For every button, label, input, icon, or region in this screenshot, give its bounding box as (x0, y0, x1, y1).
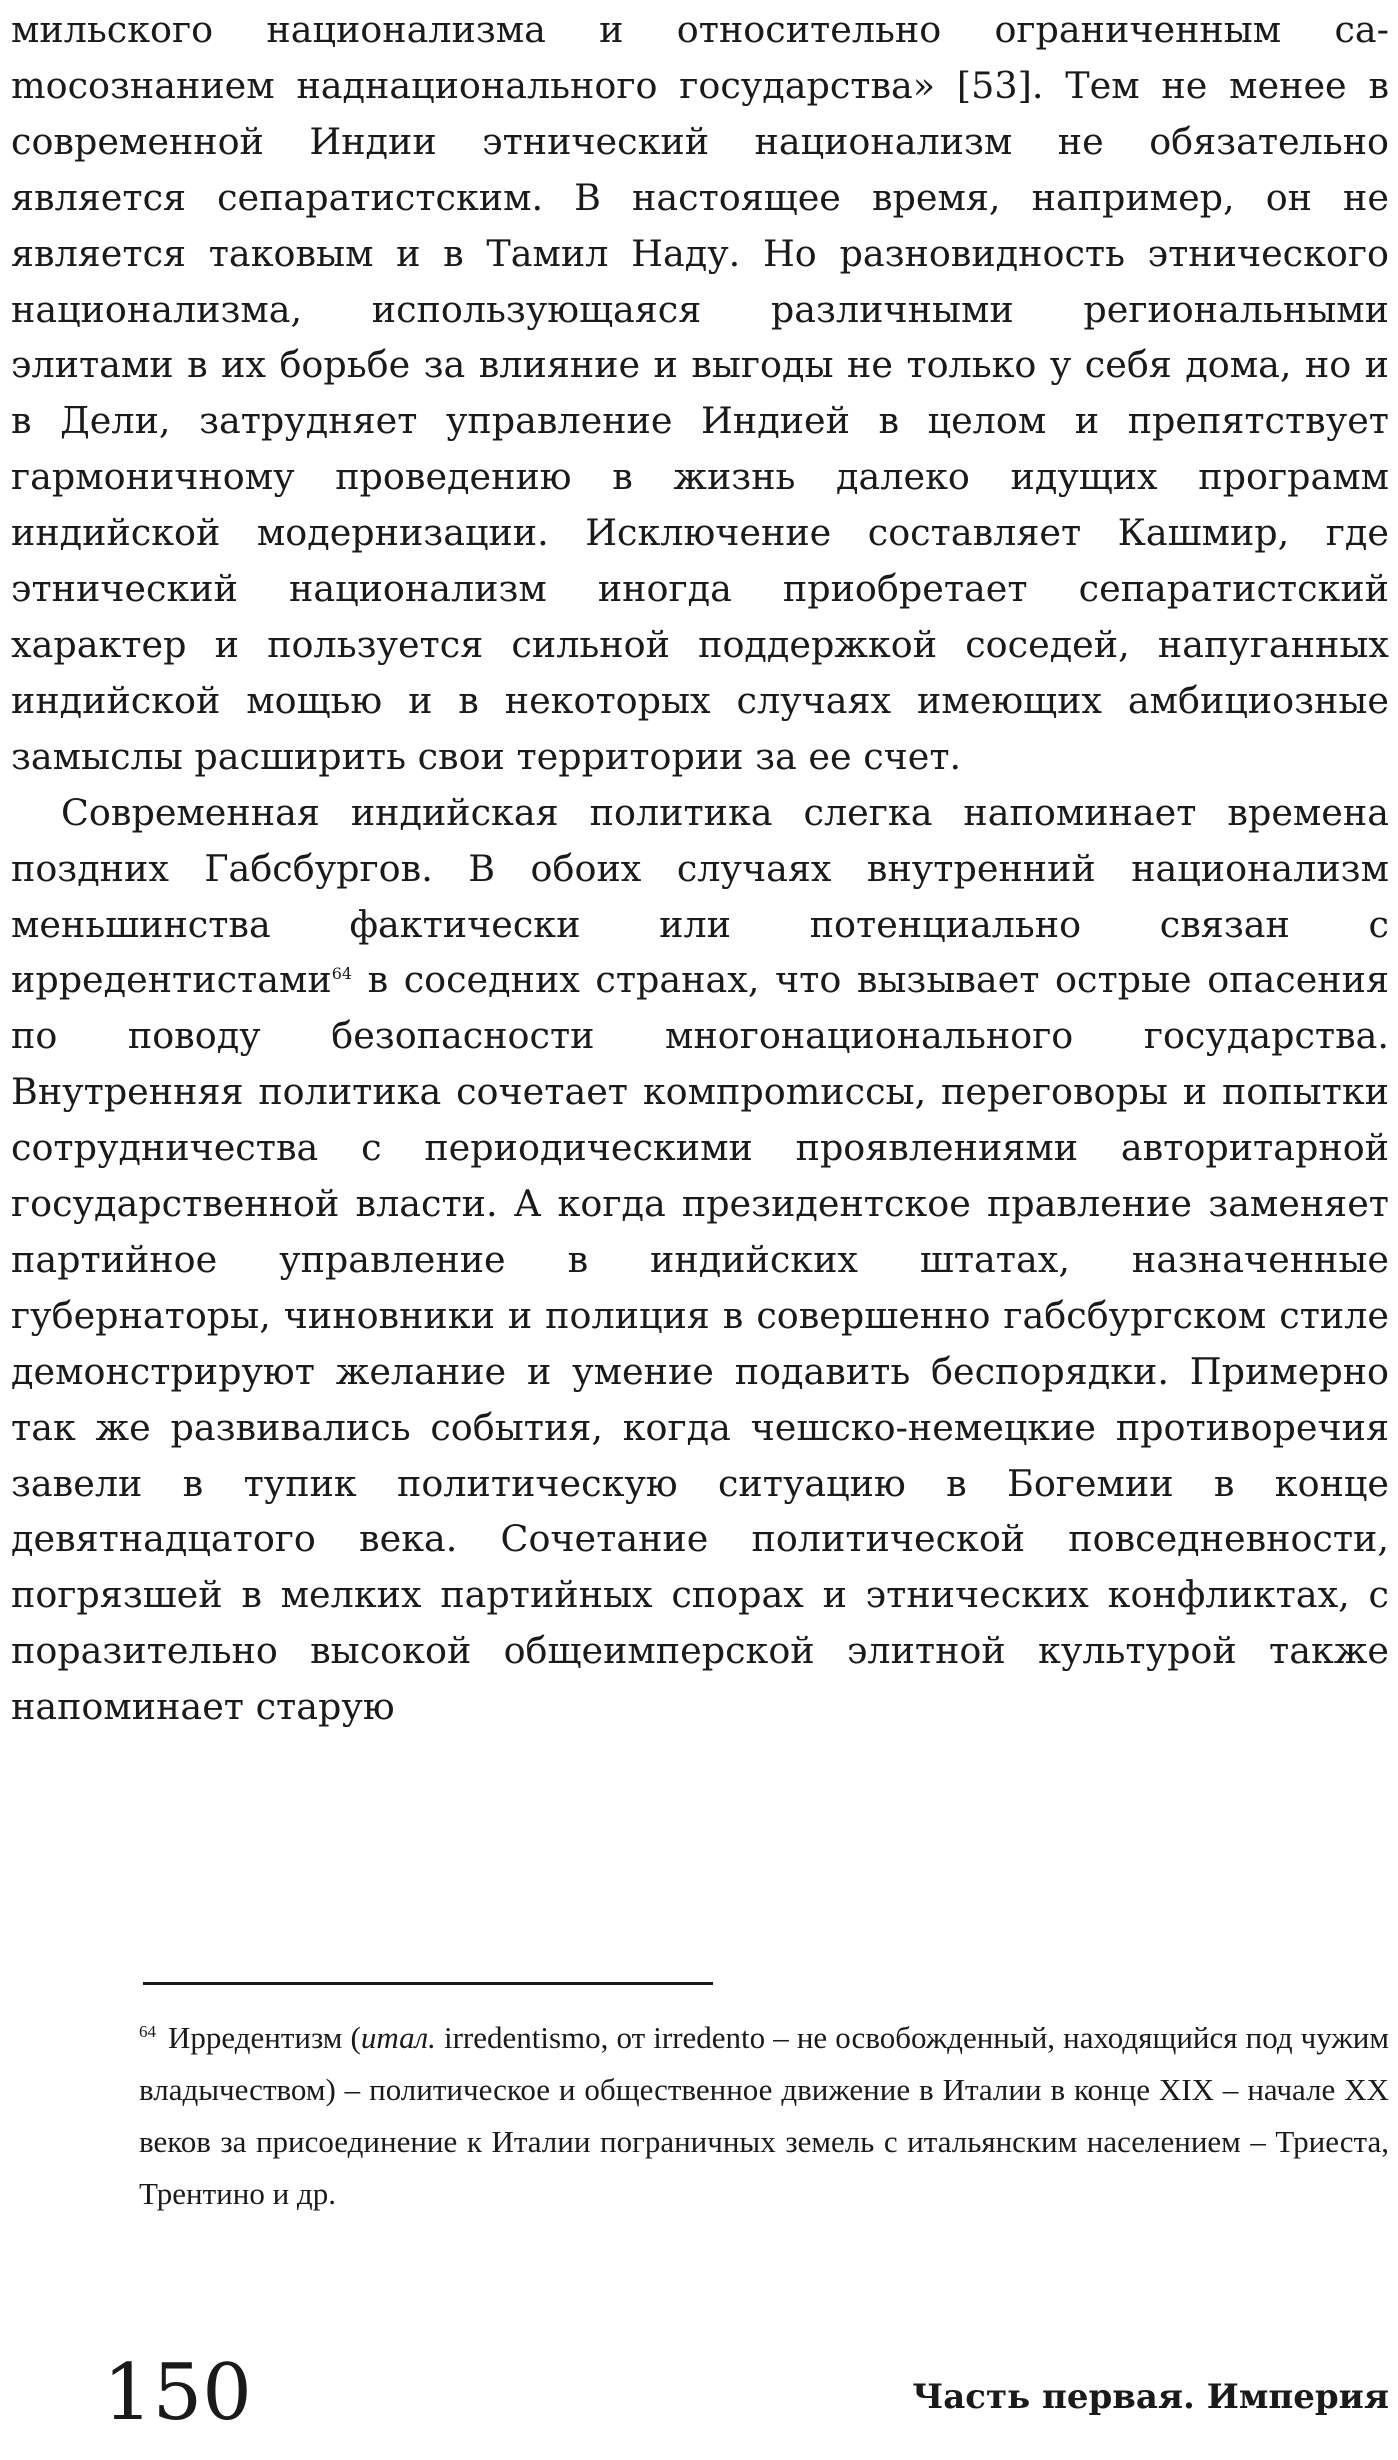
footnote-text: irredentismo, от irredento – не освобожденный, находящийся под чужим владычеством) – политическое и общественное движение в Италии в конце XIX – начале XX веков за присоединение к Италии пограничных земель с итальянским населением – Триеста, Трентино и др. (139, 2020, 1389, 2211)
footnote-abbreviation: итал. (360, 2020, 436, 2055)
page-number: 150 (103, 2348, 252, 2438)
book-page (11, 0, 1389, 2460)
footnote-number: 64 (139, 2021, 156, 2041)
footnote-reference[interactable]: 64 (331, 964, 353, 984)
footnote-divider (143, 1982, 713, 1985)
footnote-term: Ирредентизм ( (168, 2020, 361, 2055)
paragraph-2-start: Современная индийская политика слегка напоминает времена поздних Габсбургов. В обоих случаях внутренний национализм меньшинства фактически или потенциально связан с ирредентистами (11, 790, 1389, 1002)
paragraph-2 (11, 785, 1389, 1735)
paragraph-2-end: в соседних странах, что вызывает острые опасения по поводу безопасности многонационального государства. Внутренняя политика сочетает компроmиссы, переговоры и попытки сотрудничества с периодическими проявлениями авторитарной государственной власти. А когда президентское правление заменяет партийное управление в индийских штатах, назначенные губернаторы, чиновники и полиция в совершенно габсбургском стиле демонстрируют желание и умение подавить беспорядки. Примерно так же развивались события, когда чешско-немецкие противоречия завели в тупик политическую ситуацию в Богемии в конце девятнадцатого века. Сочетание политической повседневности, погрязшей в мелких партийных спорах и этнических конфликтах, с поразительно высокой общеимперской элитной культурой также напоминает старую (11, 958, 1389, 1729)
paragraph-1: мильского национализма и относительно ограниченным саmосознанием наднационального государства» [53]. Тем не менее в современной Индии этнический национализм не обязательно является сепаратистским. В настоящее время, например, он не является таковым и в Тамил Наду. Но разновидность этнического национализма, использующаяся различными региональными элитами в их борьбе за влияние и выгоды не только у себя дома, но и в Дели, затрудняет управление Индией в целом и препятствует гармоничному проведению в жизнь далеко идущих программ индийской модернизации. Исключение составляет Кашмир, где этнический национализм иногда приобретает сепаратистский характер и пользуется сильной поддержкой соседей, напуганных индийской мощью и в некоторых случаях имеющих амбициозные замыслы расширить свои территории за ее счет. (11, 8, 1389, 778)
footnote (139, 2012, 1389, 2220)
main-text (11, 2, 1389, 1735)
running-head: Часть первая. Империя (912, 2377, 1389, 2417)
